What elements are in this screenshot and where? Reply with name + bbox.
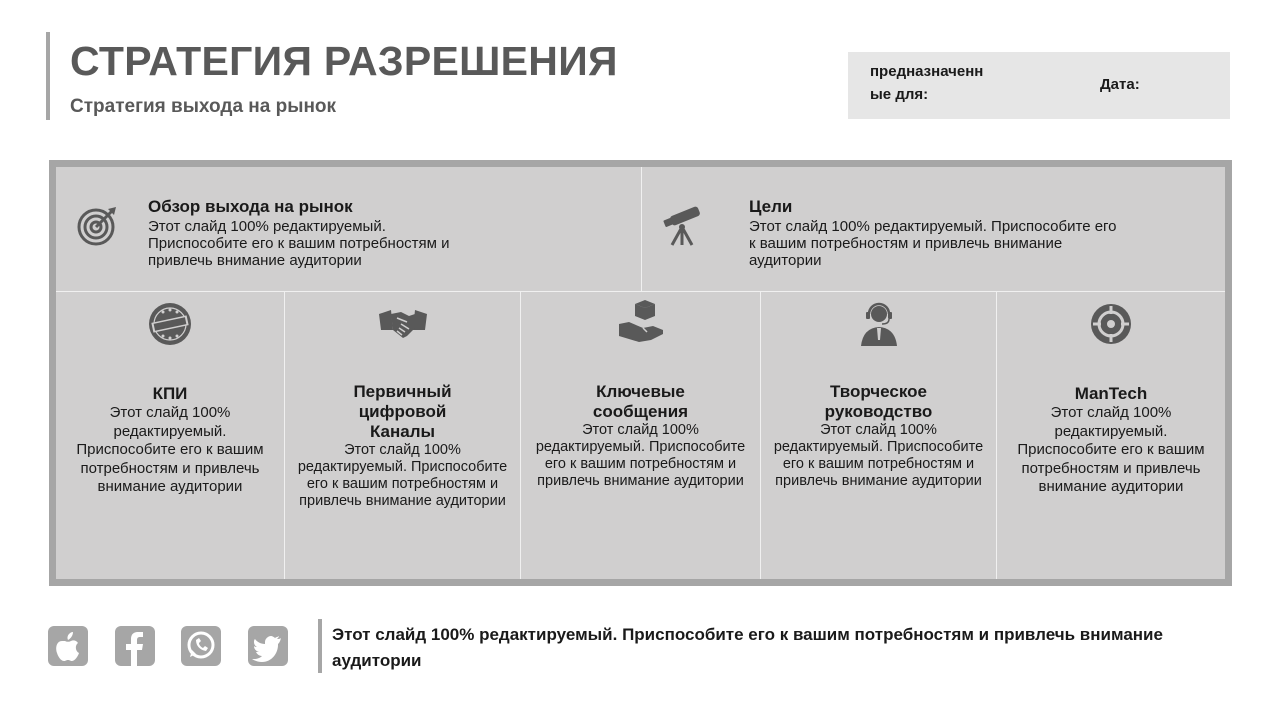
digital-channels-column [285,292,520,579]
goals-heading: Цели [749,197,793,216]
market-overview-text: Этот слайд 100% редактируемый. Приспособите его к вашим потребностям и привлечь внимание аудитории [148,218,450,269]
whatsapp-icon[interactable] [181,626,221,666]
digital-channels-heading: Первичный цифровой Каналы [353,382,452,441]
apple-icon[interactable] [48,626,88,666]
content-panel [49,160,1232,586]
goals-section [642,167,1225,291]
content-panel-inner [56,167,1225,579]
intended-for-label: предназначенные для: [870,63,984,103]
page-subtitle: Стратегия выхода на рынок [70,96,337,117]
target-arrow-icon [76,203,120,247]
key-messages-column [521,292,760,579]
handshake-icon [379,300,427,348]
page-title: СТРАТЕГИЯ РАЗРЕШЕНИЯ [70,38,618,84]
creative-direction-heading: Творческое руководство [824,382,933,421]
mantech-heading: ManTech [1074,384,1148,403]
date-label: Дата: [1100,76,1140,93]
mantech-text: Этот слайд 100% редактируемый. Приспособите его к вашим потребностям и привлечь внимание аудитории [1017,404,1205,495]
footer-text: Этот слайд 100% редактируемый. Приспособите его к вашим потребностям и привлечь внимание аудитории [332,625,1163,670]
market-overview-section [56,167,641,291]
facebook-icon[interactable] [115,626,155,666]
market-overview-heading: Обзор выхода на рынок [148,197,353,216]
title-accent-bar [46,32,50,120]
meta-info-box [848,52,1230,119]
creative-direction-text-block [769,382,988,490]
twitter-icon[interactable] [248,626,288,666]
target-crosshair-icon [1087,300,1135,348]
mantech-text-block [1005,384,1217,497]
goals-text: Этот слайд 100% редактируемый. Приспособите его к вашим потребностям и привлечь внимание аудитории [749,218,1117,269]
creative-direction-column [761,292,996,579]
kpi-text: Этот слайд 100% редактируемый. Приспособите его к вашим потребностям и привлечь внимание аудитории [76,404,264,495]
kpi-text-block [64,384,276,497]
key-messages-heading: Ключевые сообщения [592,382,689,421]
telescope-icon [662,203,706,247]
hand-box-icon [617,300,665,348]
kpi-heading: КПИ [152,384,188,403]
headset-person-icon [855,300,903,348]
digital-channels-text-block [293,382,512,510]
mantech-column [997,292,1225,579]
digital-channels-text: Этот слайд 100% редактируемый. Приспособите его к вашим потребностям и привлечь внимание аудитории [297,442,508,509]
brand-badge-icon [146,300,194,348]
creative-direction-text: Этот слайд 100% редактируемый. Приспособите его к вашим потребностям и привлечь внимание аудитории [773,422,984,489]
key-messages-text: Этот слайд 100% редактируемый. Приспособите его к вашим потребностям и привлечь внимание аудитории [535,422,746,489]
kpi-column [56,292,284,579]
footer-accent-bar [318,619,322,673]
key-messages-text-block [529,382,752,490]
